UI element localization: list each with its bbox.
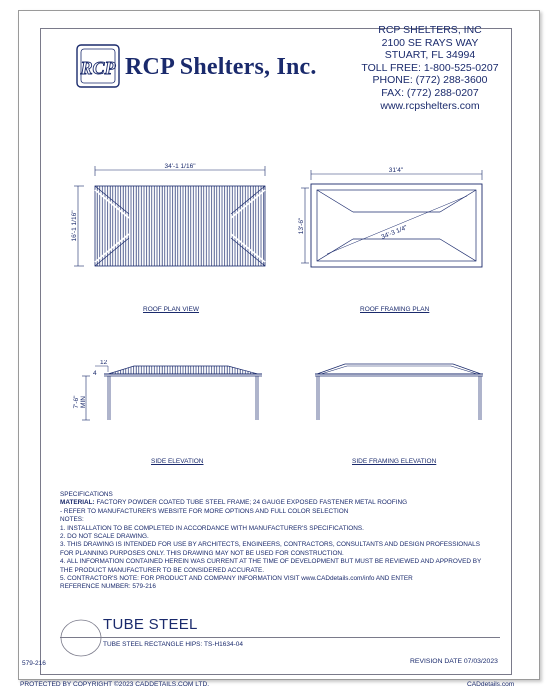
contact-line: FAX: (772) 288-0207	[381, 86, 479, 99]
notes-list	[60, 516, 500, 592]
roof-plan-drawing	[68, 160, 273, 275]
roof-plan-caption: ROOF PLAN VIEW	[143, 306, 199, 313]
note-item: 4. ALL INFORMATION CONTAINED HEREIN WAS CURRENT AT THE TIME OF DEVELOPMENT BUT MUST BE REVIEWED AND APPROVED BY	[60, 558, 482, 566]
material-label: MATERIAL:	[60, 499, 95, 507]
note-item: FOR PLANNING PURPOSES ONLY. THIS DRAWING MAY NOT BE USED FOR CONSTRUCTION.	[60, 549, 344, 557]
note-item: 2. DO NOT SCALE DRAWING.	[60, 533, 149, 541]
roof-framing-width-dim: 31'4"	[388, 167, 404, 174]
company-name: RCP Shelters, Inc.	[125, 54, 317, 80]
logo-letters: RCP	[80, 58, 116, 78]
contact-line: RCP SHELTERS, INC	[378, 24, 482, 36]
side-height-note: MIN	[80, 396, 87, 408]
page-subtitle: TUBE STEEL RECTANGLE HIPS: TS-H1634-04	[103, 641, 244, 648]
title-circle-icon	[59, 618, 103, 658]
side-height-dim: 7'-6"	[73, 395, 80, 409]
contact-line: TOLL FREE: 1-800-525-0207	[361, 61, 499, 74]
material-text: FACTORY POWDER COATED TUBE STEEL FRAME; 24 GAUGE EXPOSED FASTENER METAL ROOFING	[94, 499, 408, 507]
contact-line: PHONE: (772) 288-3600	[372, 74, 488, 87]
note-item: THE PRODUCT MANUFACTURER TO BE CONSIDERED ACCURATE.	[60, 566, 265, 574]
roof-framing-diag-dim: 34'-3 1/4"	[380, 224, 409, 241]
note-item: REFERENCE NUMBER: 579-216	[60, 583, 156, 591]
roof-plan-width-dim: 34'-1 1/16"	[164, 163, 196, 170]
rcp-logo-icon	[75, 43, 121, 89]
roof-framing-caption: ROOF FRAMING PLAN	[360, 306, 430, 313]
copyright-notice: PROTECTED BY COPYRIGHT ©2023 CADDETAILS.COM LTD.	[20, 681, 210, 688]
side-framing-caption: SIDE FRAMING ELEVATION	[352, 458, 437, 465]
side-elevation-caption: SIDE ELEVATION	[151, 458, 204, 465]
website-link[interactable]: www.rcpshelters.com	[380, 99, 480, 112]
roof-framing-drawing	[295, 160, 500, 275]
roof-plan-height-dim: 16'-1 1/16"	[71, 210, 78, 242]
notes-heading: NOTES:	[60, 516, 84, 524]
contact-block	[360, 24, 500, 112]
side-framing-drawing	[295, 360, 500, 430]
slope-run: 12	[100, 360, 108, 366]
reference-number: 579-216	[22, 660, 46, 667]
page-title: TUBE STEEL	[103, 616, 198, 633]
caddetails-link[interactable]: CADdetails.com	[467, 681, 515, 688]
specs-heading: SPECIFICATIONS	[60, 491, 113, 498]
contact-line: STUART, FL 34994	[384, 49, 476, 62]
specifications-block	[60, 491, 500, 592]
material-line	[60, 499, 500, 507]
note-item: 5. CONTRACTOR'S NOTE: FOR PRODUCT AND COMPANY INFORMATION VISIT www.CADdetails.com/info AND ENTER	[60, 575, 413, 583]
revision-date: REVISION DATE 07/03/2023	[410, 658, 498, 665]
side-elevation-drawing	[68, 360, 273, 430]
title-divider	[60, 637, 500, 638]
contact-line: 2100 SE RAYS WAY	[381, 36, 479, 49]
note-item: 1. INSTALLATION TO BE COMPLETED IN ACCORDANCE WITH MANUFACTURER'S SPECIFICATIONS.	[60, 524, 364, 532]
note-item: 3. THIS DRAWING IS INTENDED FOR USE BY ARCHITECTS, ENGINEERS, CONTRACTORS, CONSULTANTS AND DESIGN PROFESSIONALS	[60, 541, 480, 549]
material-note: - REFER TO MANUFACTURER'S WEBSITE FOR MORE OPTIONS AND FULL COLOR SELECTION	[60, 507, 349, 515]
roof-framing-height-dim: 13'-6"	[298, 217, 305, 235]
slope-rise: 4	[93, 370, 97, 377]
